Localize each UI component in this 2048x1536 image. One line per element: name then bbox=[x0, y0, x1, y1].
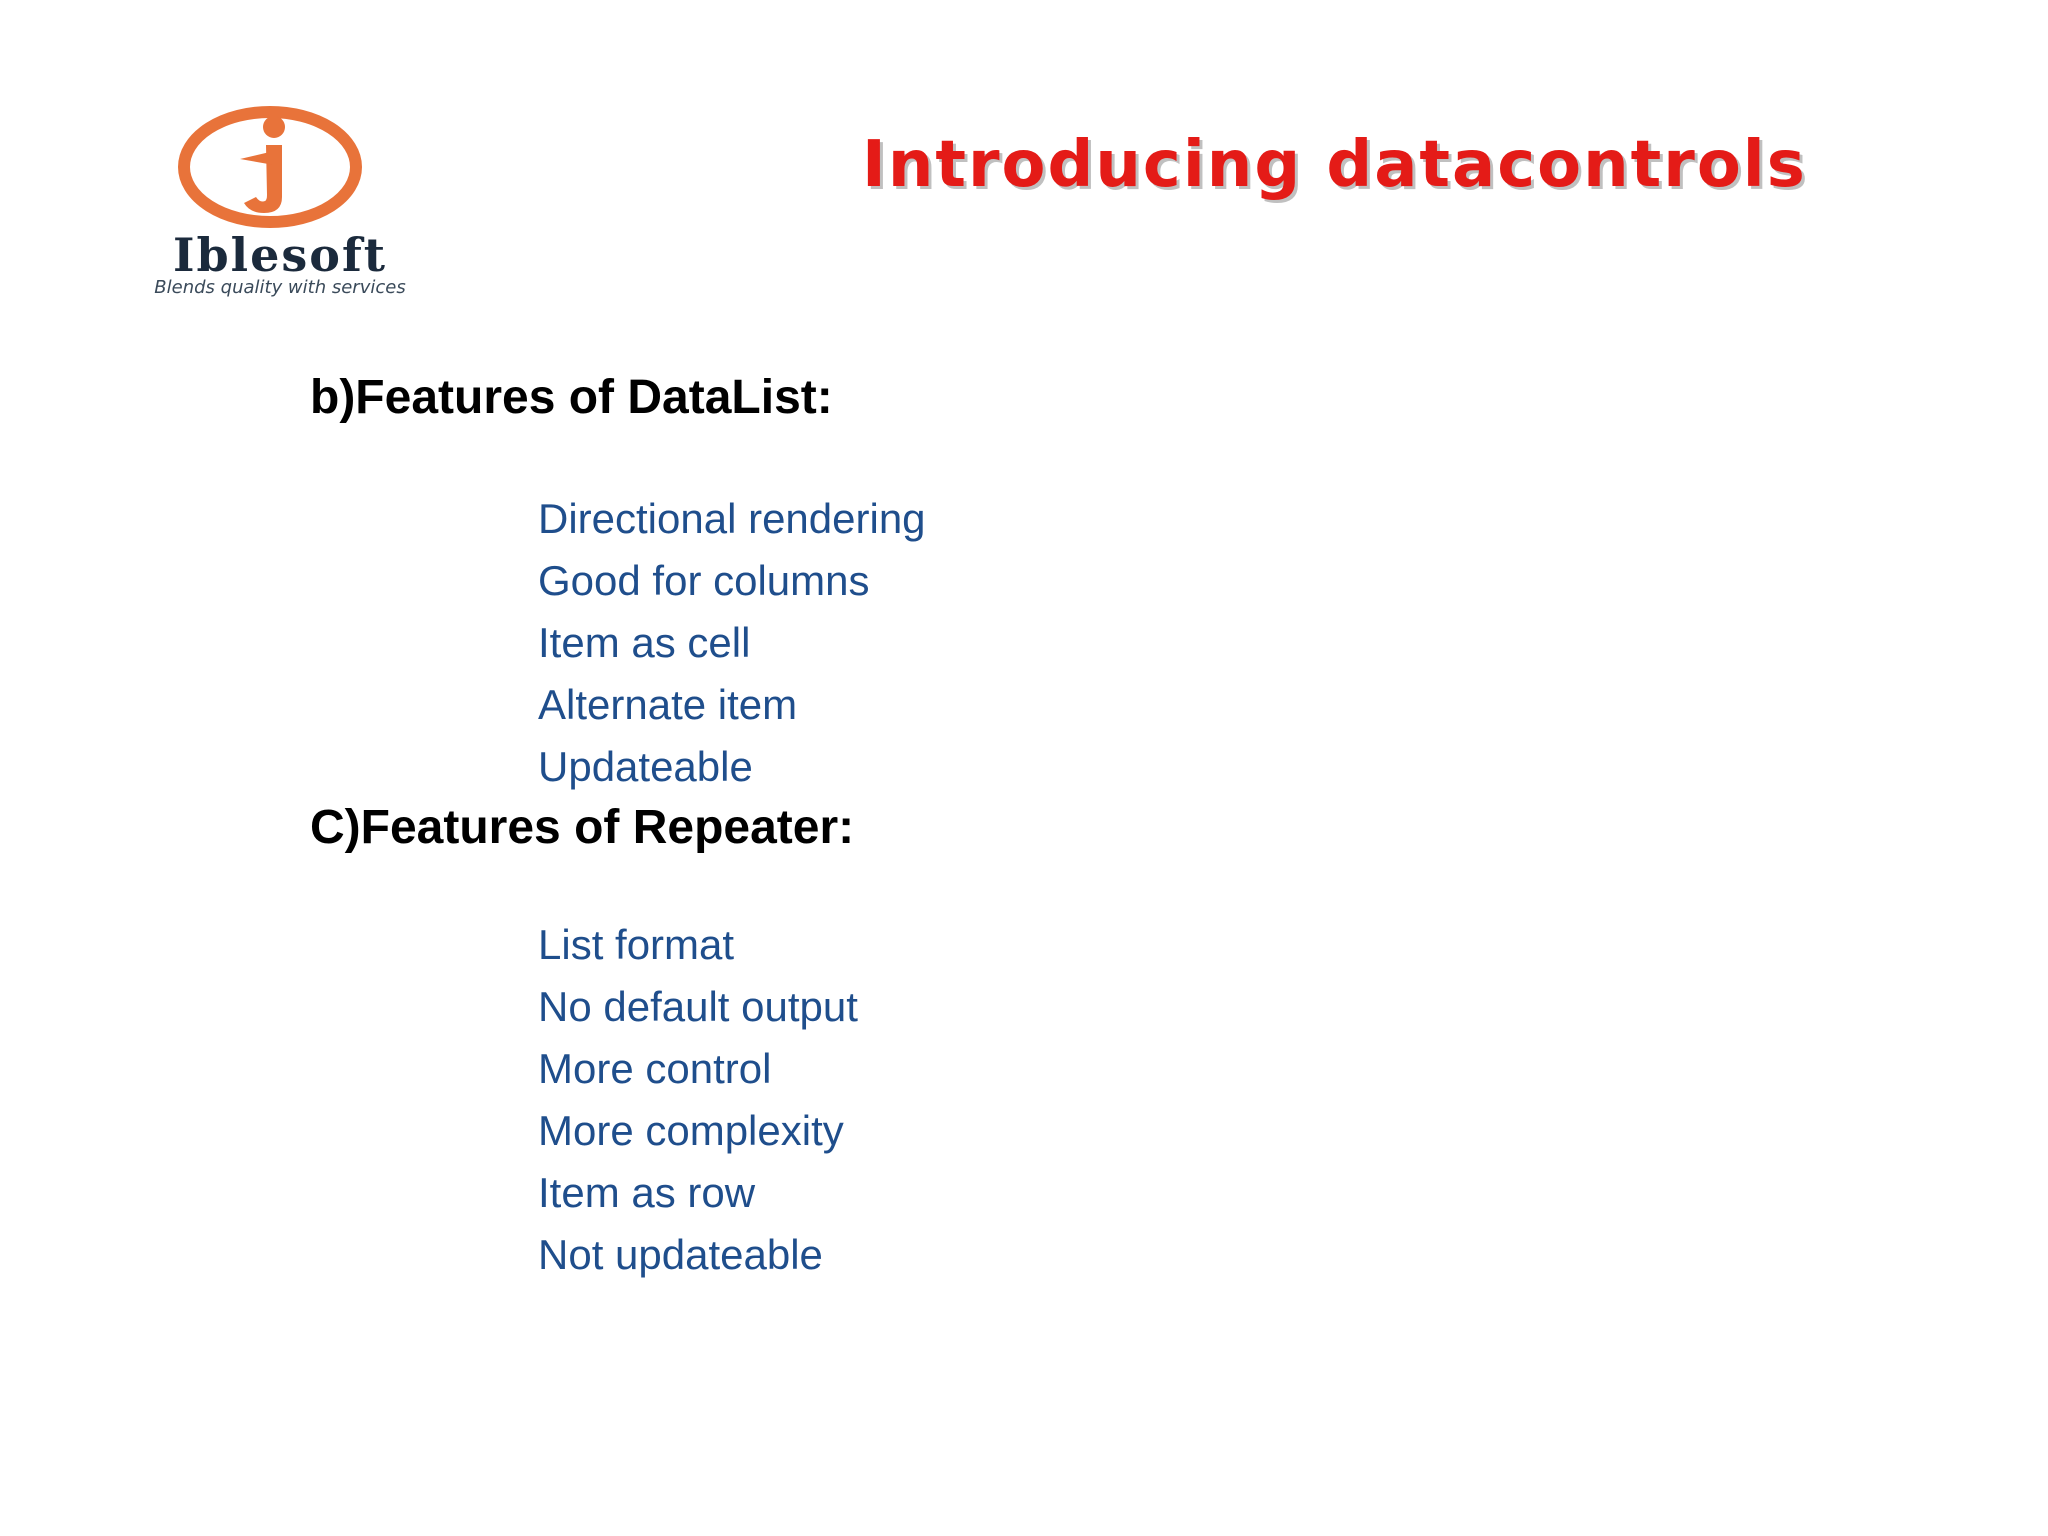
datalist-feature-list bbox=[538, 488, 926, 798]
repeater-feature-list bbox=[538, 914, 858, 1286]
section-heading-repeater: C)Features of Repeater: bbox=[310, 801, 855, 854]
list-item: Item as row bbox=[538, 1169, 756, 1216]
list-item: Updateable bbox=[538, 743, 753, 790]
list-item: Directional rendering bbox=[538, 495, 926, 542]
logo-name: Iblesoft bbox=[172, 228, 388, 282]
list-item: List format bbox=[538, 921, 735, 968]
list-item: Alternate item bbox=[538, 681, 798, 728]
list-item: No default output bbox=[538, 983, 858, 1030]
section-heading-datalist: b)Features of DataList: bbox=[310, 371, 833, 424]
list-item: More complexity bbox=[538, 1107, 844, 1154]
company-logo bbox=[110, 100, 450, 300]
logo-tagline: Blends quality with services bbox=[154, 277, 406, 298]
slide-title: Introducing datacontrols bbox=[862, 128, 1807, 202]
list-item: More control bbox=[538, 1045, 772, 1092]
info-i-logo-icon bbox=[170, 105, 370, 230]
list-item: Item as cell bbox=[538, 619, 751, 666]
list-item: Good for columns bbox=[538, 557, 870, 604]
list-item: Not updateable bbox=[538, 1231, 823, 1278]
